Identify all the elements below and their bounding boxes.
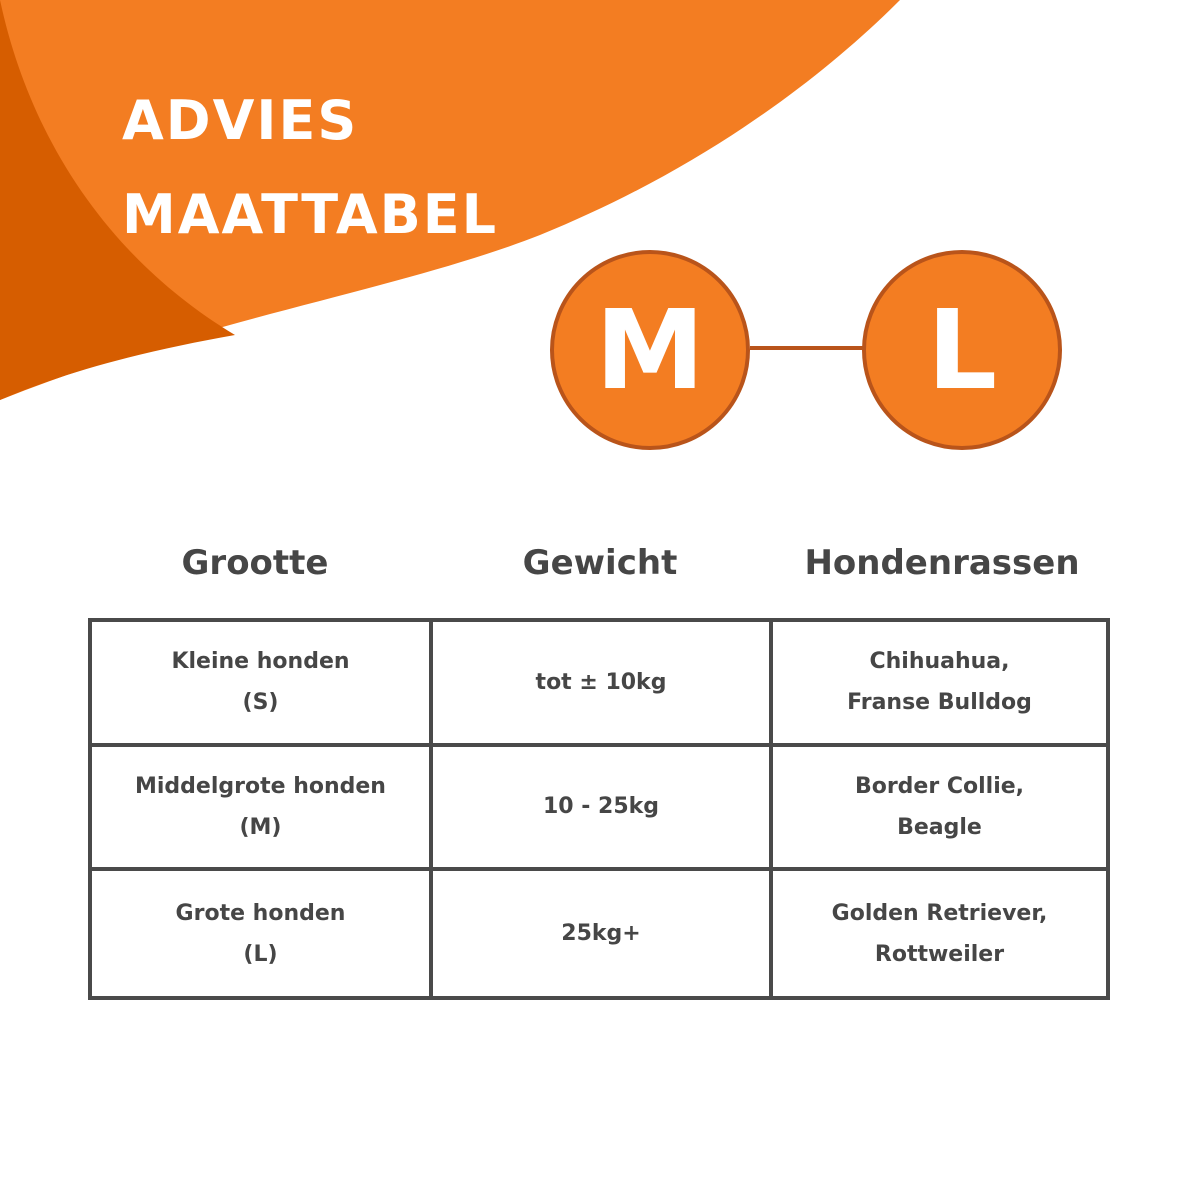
table-cell-breeds <box>773 622 1106 747</box>
title-line-maattabel: MAATTABEL <box>122 183 499 246</box>
cell-line: Golden Retriever, <box>831 900 1048 926</box>
cell-line: Grote honden <box>175 900 346 926</box>
title-line-advies: ADVIES <box>122 89 359 152</box>
size-badge-m: M <box>550 250 750 450</box>
column-header-grootte: Grootte <box>181 543 329 583</box>
cell-line: Beagle <box>897 814 982 840</box>
column-header-gewicht: Gewicht <box>522 543 678 583</box>
table-cell-weight <box>433 871 773 996</box>
cell-line: (M) <box>239 814 282 840</box>
cell-line: tot ± 10kg <box>535 669 667 695</box>
size-connector-line <box>750 346 870 350</box>
cell-line: Rottweiler <box>874 941 1005 967</box>
cell-line: (L) <box>243 941 278 967</box>
table-cell-weight <box>433 622 773 747</box>
table-cell-size <box>92 622 433 747</box>
cell-line: (S) <box>242 690 279 716</box>
cell-line: Border Collie, <box>854 773 1025 799</box>
table-cell-size <box>92 871 433 996</box>
size-table <box>88 618 1110 1000</box>
cell-line: 10 - 25kg <box>542 794 660 820</box>
table-cell-breeds <box>773 747 1106 872</box>
table-cell-size <box>92 747 433 872</box>
cell-line: Kleine honden <box>171 649 350 675</box>
table-cell-breeds <box>773 871 1106 996</box>
table-cell-weight <box>433 747 773 872</box>
cell-line: Middelgrote honden <box>135 773 386 799</box>
size-badge-l: L <box>862 250 1062 450</box>
column-header-hondenrassen: Hondenrassen <box>804 543 1080 583</box>
cell-line: 25kg+ <box>561 921 641 947</box>
cell-line: Franse Bulldog <box>847 690 1032 716</box>
cell-line: Chihuahua, <box>869 649 1010 675</box>
